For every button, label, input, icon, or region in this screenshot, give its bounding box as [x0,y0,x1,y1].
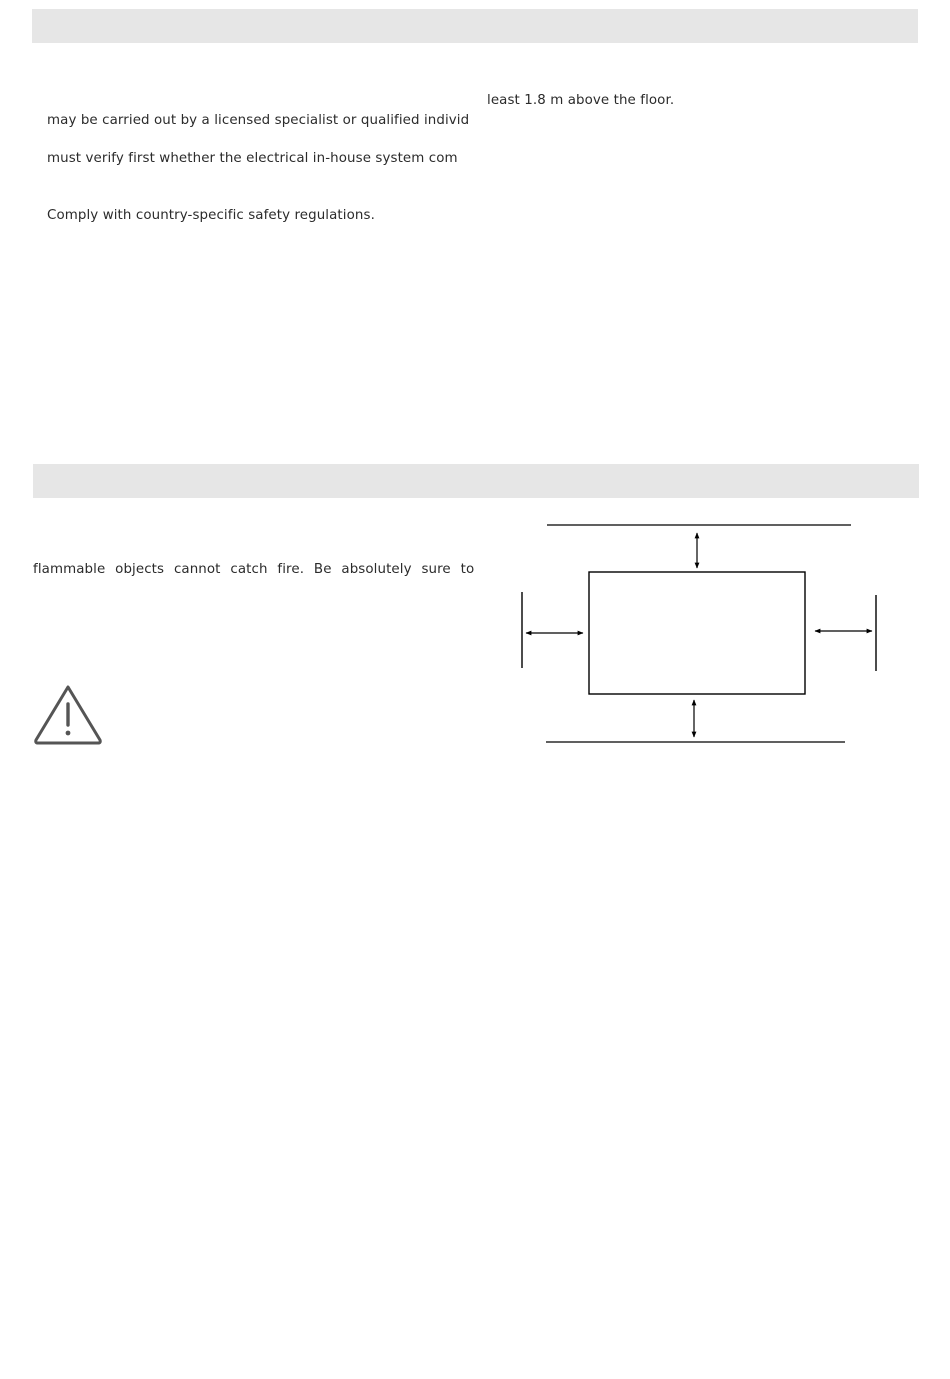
body-text-line: Comply with country-specific safety regulations. [47,208,375,223]
body-text-line: flammable objects cannot catch fire. Be absolutely sure to [33,562,475,577]
body-text-line: must verify first whether the electrical in-house system com [47,151,458,166]
body-text-line: least 1.8 m above the floor. [487,93,675,108]
body-text-line: may be carried out by a licensed specialist or qualified individ [47,113,470,128]
appliance-box [589,572,805,694]
